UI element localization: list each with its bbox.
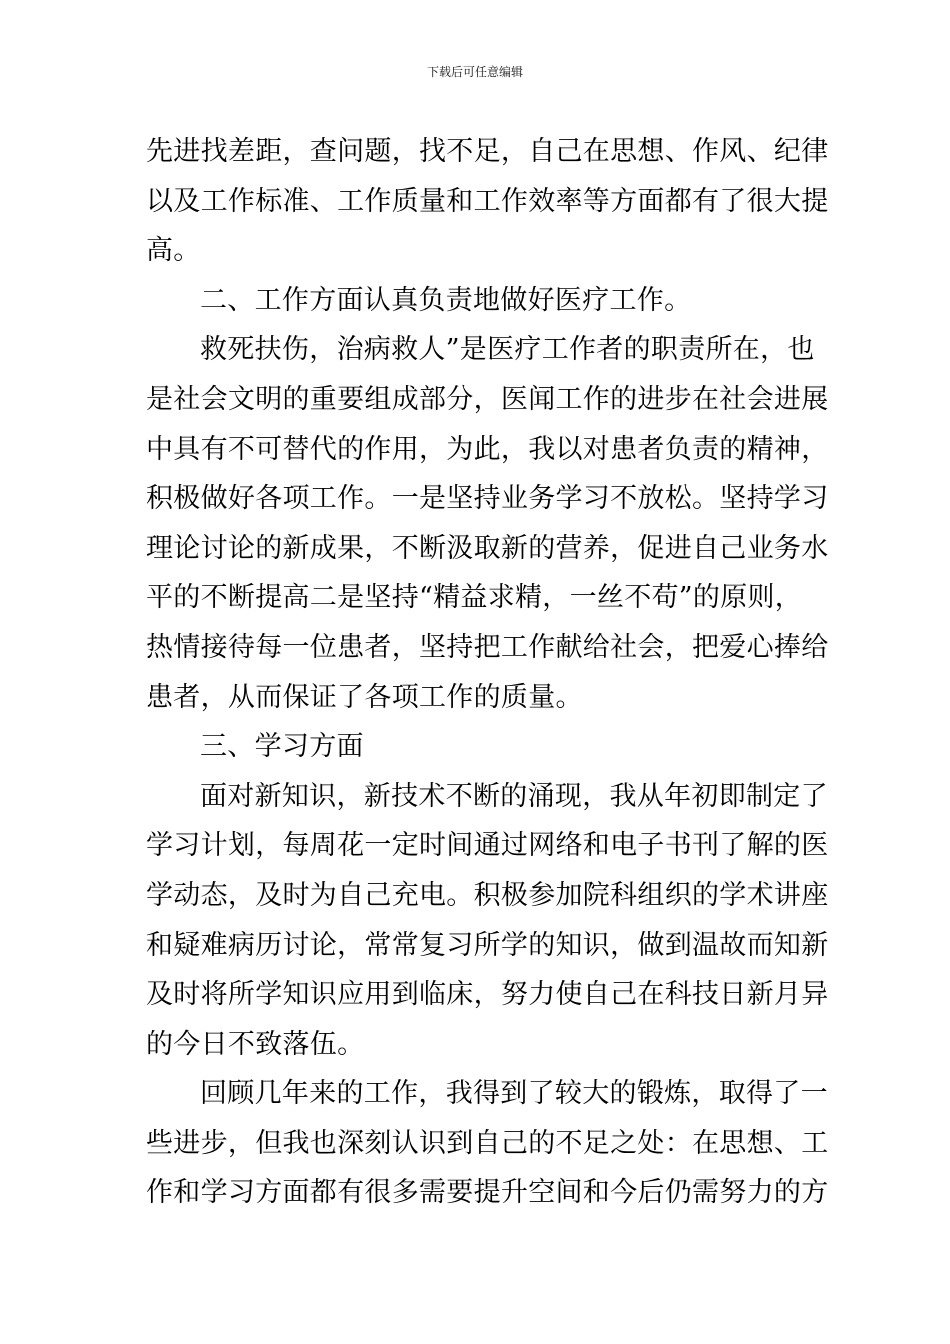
text-line: 学习计划，每周花一定时间通过网络和电子书刊了解的医 bbox=[146, 830, 829, 862]
text-line: 回顾几年来的工作，我得到了较大的锻炼，取得了一 bbox=[200, 1078, 828, 1110]
text-line: 学动态，及时为自己充电。积极参加院科组织的学术讲座 bbox=[146, 879, 829, 911]
text-line: 些进步，但我也深刻认识到自己的不足之处：在思想、工 bbox=[146, 1127, 829, 1159]
text-line: 和疑难病历讨论，常常复习所学的知识，做到温故而知新 bbox=[146, 929, 829, 961]
text-line: 是社会文明的重要组成部分，医闻工作的进步在社会进展 bbox=[146, 383, 829, 415]
text-line: 患者，从而保证了各项工作的质量。 bbox=[146, 681, 583, 713]
section-heading-study: 三、学习方面 bbox=[200, 731, 364, 763]
text-line: 救死扶伤，治病救人”是医疗工作者的职责所在，也 bbox=[200, 334, 815, 366]
text-line: 的今日不致落伍。 bbox=[146, 1028, 365, 1060]
text-line: 及时将所学知识应用到临床，努力使自己在科技日新月异 bbox=[146, 979, 829, 1011]
text-line: 高。 bbox=[146, 235, 201, 267]
document-body bbox=[146, 127, 829, 1218]
text-line: 热情接待每一位患者，坚持把工作献给社会，把爱心捧给 bbox=[146, 631, 829, 663]
text-line: 中具有不可替代的作用，为此，我以对患者负责的精神， bbox=[146, 433, 829, 465]
text-line: 积极做好各项工作。一是坚持业务学习不放松。坚持学习 bbox=[146, 483, 829, 515]
page-header: 下载后可任意编辑 bbox=[426, 65, 523, 79]
text-line: 先进找差距，查问题，找不足，自己在思想、作风、纪律 bbox=[146, 136, 829, 167]
section-heading-work: 二、工作方面认真负责地做好医疗工作。 bbox=[200, 284, 692, 316]
text-line: 理论讨论的新成果，不断汲取新的营养，促进自己业务水 bbox=[146, 532, 829, 564]
text-line: 作和学习方面都有很多需要提升空间和今后仍需努力的方 bbox=[146, 1177, 829, 1209]
text-line: 平的不断提高二是坚持“精益求精，一丝不苟”的原则， bbox=[146, 582, 803, 614]
text-line: 以及工作标准、工作质量和工作效率等方面都有了很大提 bbox=[146, 185, 829, 217]
text-line: 面对新知识，新技术不断的涌现，我从年初即制定了 bbox=[200, 780, 828, 812]
